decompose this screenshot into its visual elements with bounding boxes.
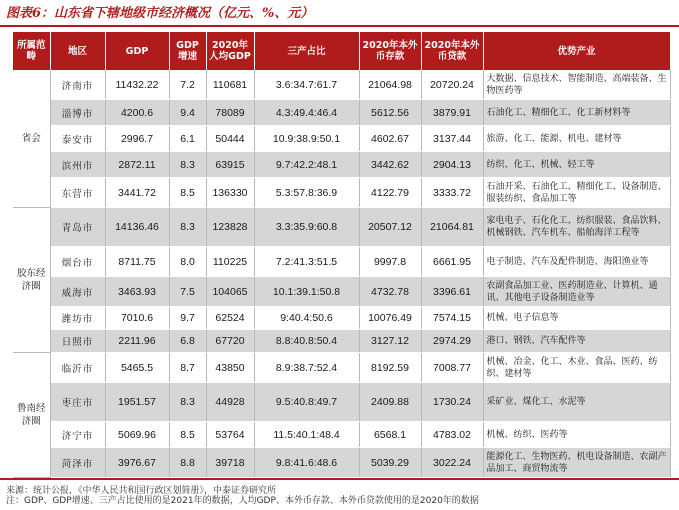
gdp-value: 2996.7	[105, 126, 169, 152]
growth-value: 9.4	[169, 100, 206, 126]
growth-value: 8.3	[169, 152, 206, 178]
gdp-value: 3441.72	[105, 178, 169, 208]
loan-value: 3333.72	[421, 178, 483, 208]
ratio-value: 10.9:38.9:50.1	[254, 126, 359, 152]
table-row	[13, 100, 670, 126]
table-row	[13, 126, 670, 152]
ratio-value: 5.3:57.8:36.9	[254, 178, 359, 208]
loan-value: 3879.91	[421, 100, 483, 126]
header-gdp-growth: GDP增速	[169, 32, 206, 70]
table-row	[13, 178, 670, 208]
industry-text: 农副食品加工业、医药制造业、计算机、通讯、其他电子设备制造业等	[483, 277, 670, 307]
gdp-value: 5069.96	[105, 422, 169, 448]
growth-value: 6.1	[169, 126, 206, 152]
ratio-value: 3.6:34.7:61.7	[254, 70, 359, 100]
loan-value: 2974.29	[421, 330, 483, 353]
city-name: 日照市	[50, 330, 105, 353]
ratio-value: 9.7:42.2:48.1	[254, 152, 359, 178]
gdp-value: 2872.11	[105, 152, 169, 178]
growth-value: 8.3	[169, 208, 206, 247]
deposit-value: 8192.59	[359, 353, 421, 383]
gdp-value: 7010.6	[105, 307, 169, 330]
loan-value: 2904.13	[421, 152, 483, 178]
per-capita-value: 67720	[206, 330, 254, 353]
gdp-value: 5465.5	[105, 353, 169, 383]
city-name: 济宁市	[50, 422, 105, 448]
header-region: 地区	[50, 32, 105, 70]
deposit-value: 3442.62	[359, 152, 421, 178]
growth-value: 8.3	[169, 383, 206, 422]
ratio-value: 3.3:35.9:60.8	[254, 208, 359, 247]
industry-text: 机械、纺织、医药等	[483, 422, 670, 448]
loan-value: 3137.44	[421, 126, 483, 152]
growth-value: 8.8	[169, 448, 206, 478]
ratio-value: 9.8:41.6:48.6	[254, 448, 359, 478]
ratio-value: 11.5:40.1:48.4	[254, 422, 359, 448]
table-row	[13, 383, 670, 422]
industry-text: 大数据、信息技术、智能制造、高端装备、生物医药等	[483, 70, 670, 100]
deposit-value: 3127.12	[359, 330, 421, 353]
growth-value: 6.8	[169, 330, 206, 353]
deposit-value: 2409.88	[359, 383, 421, 422]
group-label: 省会	[13, 70, 50, 208]
header-row	[13, 32, 670, 70]
deposit-value: 21064.98	[359, 70, 421, 100]
group-label: 鲁南经济圈	[13, 353, 50, 478]
header-loans: 2020年本外币贷款	[421, 32, 483, 70]
industry-text: 港口、钢铁、汽车配件等	[483, 330, 670, 353]
deposit-value: 6568.1	[359, 422, 421, 448]
industry-text: 电子制造、汽车及配件制造、海阳渔业等	[483, 247, 670, 277]
loan-value: 20720.24	[421, 70, 483, 100]
growth-value: 7.2	[169, 70, 206, 100]
per-capita-value: 43850	[206, 353, 254, 383]
industry-text: 石油化工、精细化工、化工新材料等	[483, 100, 670, 126]
group-label: 胶东经济圈	[13, 208, 50, 353]
table-row	[13, 152, 670, 178]
deposit-value: 5039.29	[359, 448, 421, 478]
loan-value: 3396.61	[421, 277, 483, 307]
city-name: 淄博市	[50, 100, 105, 126]
deposit-value: 20507.12	[359, 208, 421, 247]
ratio-value: 4.3:49.4:46.4	[254, 100, 359, 126]
header-deposits: 2020年本外币存款	[359, 32, 421, 70]
gdp-value: 3463.93	[105, 277, 169, 307]
city-name: 临沂市	[50, 353, 105, 383]
loan-value: 4783.02	[421, 422, 483, 448]
ratio-value: 7.2:41.3:51.5	[254, 247, 359, 277]
ratio-value: 9.5:40.8:49.7	[254, 383, 359, 422]
table-row	[13, 448, 670, 478]
table-row	[13, 208, 670, 247]
ratio-value: 9:40.4:50.6	[254, 307, 359, 330]
industry-text: 纺织、化工、机械、轻工等	[483, 152, 670, 178]
figure-title: 图表6：山东省下辖地级市经济概况（亿元、%、元）	[0, 0, 679, 27]
header-category: 所属范畴	[13, 32, 50, 70]
header-industry-ratio: 三产占比	[254, 32, 359, 70]
header-advantage-industry: 优势产业	[483, 32, 670, 70]
table-row	[13, 307, 670, 330]
industry-text: 家电电子、石化化工、纺织服装、食品饮料、机械钢铁、汽车机车、船舶海洋工程等	[483, 208, 670, 247]
gdp-value: 3976.67	[105, 448, 169, 478]
loan-value: 7008.77	[421, 353, 483, 383]
growth-value: 8.7	[169, 353, 206, 383]
per-capita-value: 110681	[206, 70, 254, 100]
per-capita-value: 44928	[206, 383, 254, 422]
table-row	[13, 330, 670, 353]
city-name: 泰安市	[50, 126, 105, 152]
gdp-value: 2211.96	[105, 330, 169, 353]
ratio-value: 8.8:40.8:50.4	[254, 330, 359, 353]
city-name: 济南市	[50, 70, 105, 100]
deposit-value: 4602.67	[359, 126, 421, 152]
city-name: 东营市	[50, 178, 105, 208]
city-name: 威海市	[50, 277, 105, 307]
per-capita-value: 39718	[206, 448, 254, 478]
per-capita-value: 110225	[206, 247, 254, 277]
growth-value: 8.0	[169, 247, 206, 277]
growth-value: 8.5	[169, 422, 206, 448]
city-name: 潍坊市	[50, 307, 105, 330]
industry-text: 旅游、化工、能源、机电、建材等	[483, 126, 670, 152]
data-note: 注：GDP、GDP增速、三产占比使用的是2021年的数据，人均GDP、本外币存款、本外币贷款使用的是2020年的数据	[6, 496, 479, 506]
industry-text: 石油开采、石油化工、精细化工、设备制造、服装纺织、食品加工等	[483, 178, 670, 208]
table-row	[13, 70, 670, 100]
per-capita-value: 78089	[206, 100, 254, 126]
per-capita-value: 104065	[206, 277, 254, 307]
growth-value: 7.5	[169, 277, 206, 307]
gdp-value: 1951.57	[105, 383, 169, 422]
ratio-value: 8.9:38.7:52.4	[254, 353, 359, 383]
per-capita-value: 63915	[206, 152, 254, 178]
city-name: 滨州市	[50, 152, 105, 178]
gdp-value: 4200.6	[105, 100, 169, 126]
city-name: 青岛市	[50, 208, 105, 247]
industry-text: 能源化工、生物医药、机电设备制造、农副产品加工、商贸物流等	[483, 448, 670, 478]
gdp-value: 14136.46	[105, 208, 169, 247]
source-note: 来源：统计公报，《中华人民共和国行政区划简册》，中泰证券研究所	[0, 478, 679, 496]
industry-text: 采矿业、煤化工、水泥等	[483, 383, 670, 422]
loan-value: 1730.24	[421, 383, 483, 422]
city-name: 烟台市	[50, 247, 105, 277]
table-row	[13, 247, 670, 277]
economy-table	[13, 32, 671, 478]
city-name: 菏泽市	[50, 448, 105, 478]
deposit-value: 10076.49	[359, 307, 421, 330]
table-row	[13, 277, 670, 307]
loan-value: 6661.95	[421, 247, 483, 277]
deposit-value: 4732.78	[359, 277, 421, 307]
per-capita-value: 62524	[206, 307, 254, 330]
per-capita-value: 123828	[206, 208, 254, 247]
per-capita-value: 53764	[206, 422, 254, 448]
growth-value: 8.5	[169, 178, 206, 208]
city-name: 枣庄市	[50, 383, 105, 422]
per-capita-value: 50444	[206, 126, 254, 152]
table-row	[13, 422, 670, 448]
deposit-value: 9997.8	[359, 247, 421, 277]
loan-value: 21064.81	[421, 208, 483, 247]
gdp-value: 11432.22	[105, 70, 169, 100]
gdp-value: 8711.75	[105, 247, 169, 277]
industry-text: 机械、电子信息等	[483, 307, 670, 330]
ratio-value: 10.1:39.1:50.8	[254, 277, 359, 307]
deposit-value: 5612.56	[359, 100, 421, 126]
deposit-value: 4122.79	[359, 178, 421, 208]
per-capita-value: 136330	[206, 178, 254, 208]
growth-value: 9.7	[169, 307, 206, 330]
loan-value: 7574.15	[421, 307, 483, 330]
industry-text: 机械、冶金、化工、木业、食品、医药、纺织、建材等	[483, 353, 670, 383]
loan-value: 3022.24	[421, 448, 483, 478]
header-per-capita-gdp: 2020年人均GDP	[206, 32, 254, 70]
table-row	[13, 353, 670, 383]
header-gdp: GDP	[105, 32, 169, 70]
